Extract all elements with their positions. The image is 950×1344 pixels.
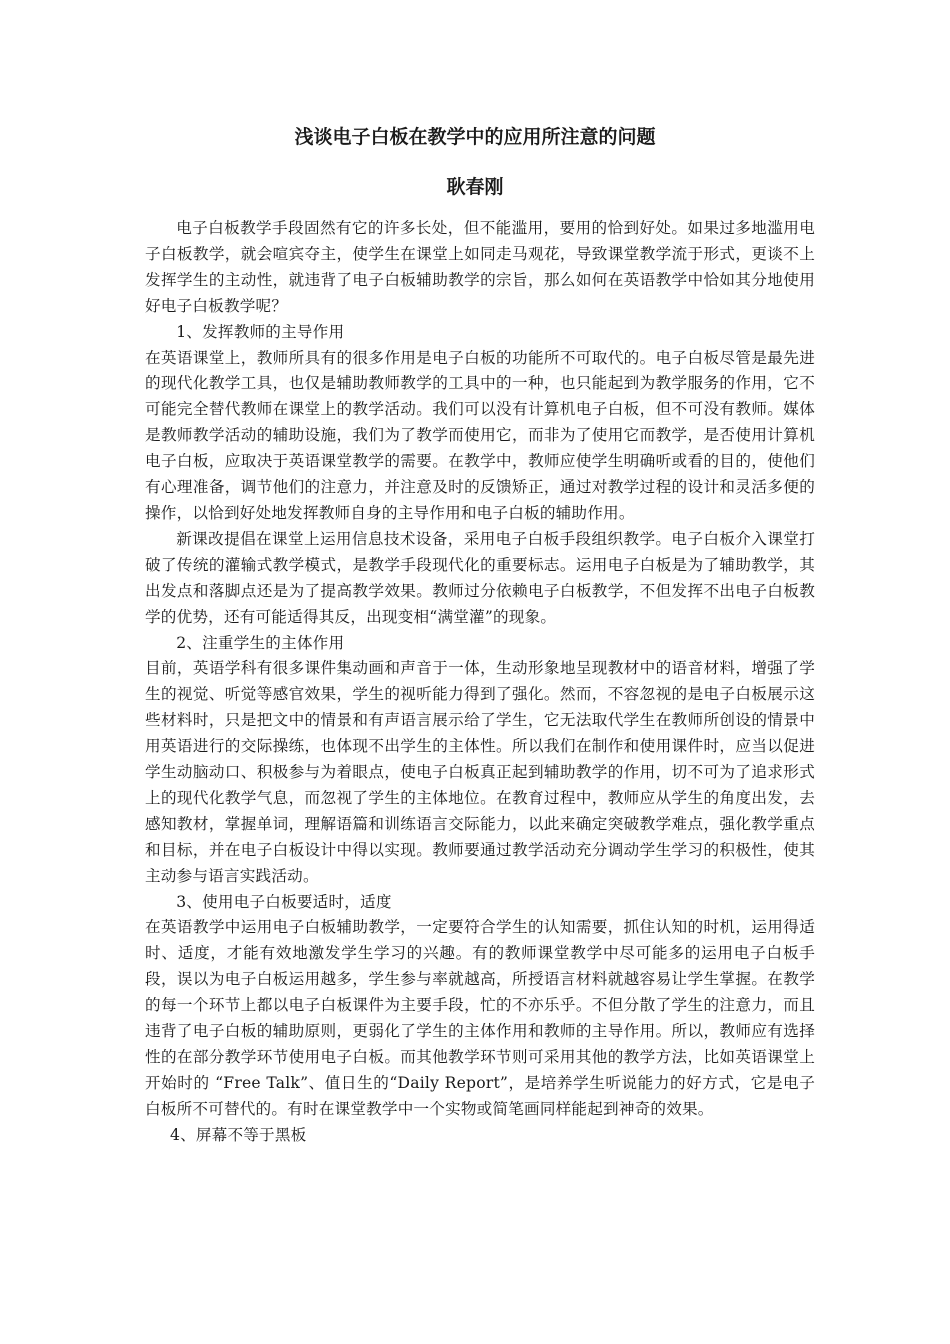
section-2-paragraph-1: 目前，英语学科有很多课件集动画和声音于一体，生动形象地呈现教材中的语音材料，增强了学生的视觉、听觉等感官效果，学生的视听能力得到了强化。然而，不容忽视的是电子白板展示这些材料时，只是把文中的情景和有声语言展示给了学生，它无法取代学生在教师所创设的情景中用英语进行的交际操练，也体现不出学生的主体性。所以我们在制作和使用课件时，应当以促进学生动脑动口、积极参与为着眼点，使电子白板真正起到辅助教学的作用，切不可为了追求形式上的现代化教学气息，而忽视了学生的主体地位。在教育过程中，教师应从学生的角度出发，去感知教材，掌握单词，理解语篇和训练语言交际能力，以此来确定突破教学难点，强化教学重点和目标，并在电子白板设计中得以实现。教师要通过教学活动充分调动学生学习的积极性，使其主动参与语言实践活动。 xyxy=(145,659,815,885)
section-4-heading: 4、屏幕不等于黑板 xyxy=(169,1125,307,1144)
intro-paragraph: 电子白板教学手段固然有它的许多长处，但不能滥用，要用的恰到好处。如果过多地滥用电子白板教学，就会喧宾夺主，使学生在课堂上如同走马观花，导致课堂教学流于形式，更谈不上发挥学生的主动性，就违背了电子白板辅助教学的宗旨，那么如何在英语教学中恰如其分地使用好电子白板教学呢？ xyxy=(145,219,815,315)
document-title: 浅谈电子白板在教学中的应用所注意的问题 xyxy=(294,126,656,148)
document-author: 耿春刚 xyxy=(446,176,504,198)
section-1-heading: 1、发挥教师的主导作用 xyxy=(176,322,345,341)
section-3-heading: 3、使用电子白板要适时，适度 xyxy=(176,892,392,911)
section-1-paragraph-1: 在英语课堂上，教师所具有的很多作用是电子白板的功能所不可取代的。电子白板尽管是最先进的现代化教学工具，也仅是辅助教师教学的工具中的一种，也只能起到为教学服务的作用，它不可能完全替代教师在课堂上的教学活动。我们可以没有计算机电子白板，但不可没有教师。媒体是教师教学活动的辅助设施，我们为了教学而使用它，而非为了使用它而教学，是否使用计算机电子白板，应取决于英语课堂教学的需要。在教学中，教师应使学生明确听或看的目的，使他们有心理准备，调节他们的注意力，并注意及时的反馈矫正，通过对教学过程的设计和灵活多便的操作，以恰到好处地发挥教师自身的主导作用和电子白板的辅助作用。 xyxy=(145,348,815,522)
section-3-paragraph-1: 在英语教学中运用电子白板辅助教学，一定要符合学生的认知需要，抓住认知的时机，运用得适时、适度，才能有效地激发学生学习的兴趣。有的教师课堂教学中尽可能多的运用电子白板手段，误以为电子白板运用越多，学生参与率就越高，所授语言材料就越容易让学生掌握。在教学的每一个环节上都以电子白板课件为主要手段，忙的不亦乐乎。不但分散了学生的注意力，而且违背了电子白板的辅助原则，更弱化了学生的主体作用和教师的主导作用。所以，教师应有选择性的在部分教学环节使用电子白板。而其他教学环节则可采用其他的教学方法，比如英语课堂上开始时的 “Free Talk”、值日生的“Daily Report”，是培养学生听说能力的好方式，它是电子白板所不可替代的。有时在课堂教学中一个实物或简笔画同样能起到神奇的效果。 xyxy=(145,918,815,1118)
section-2-heading: 2、注重学生的主体作用 xyxy=(176,633,345,652)
document-body xyxy=(145,216,815,1149)
section-1-paragraph-2: 新课改提倡在课堂上运用信息技术设备，采用电子白板手段组织教学。电子白板介入课堂打破了传统的灌输式教学模式，是教学手段现代化的重要标志。运用电子白板是为了辅助教学，其出发点和落脚点还是为了提高教学效果。教师过分依赖电子白板教学，不但发挥不出电子白板教学的优势，还有可能适得其反，出现变相“满堂灌”的现象。 xyxy=(145,529,815,626)
